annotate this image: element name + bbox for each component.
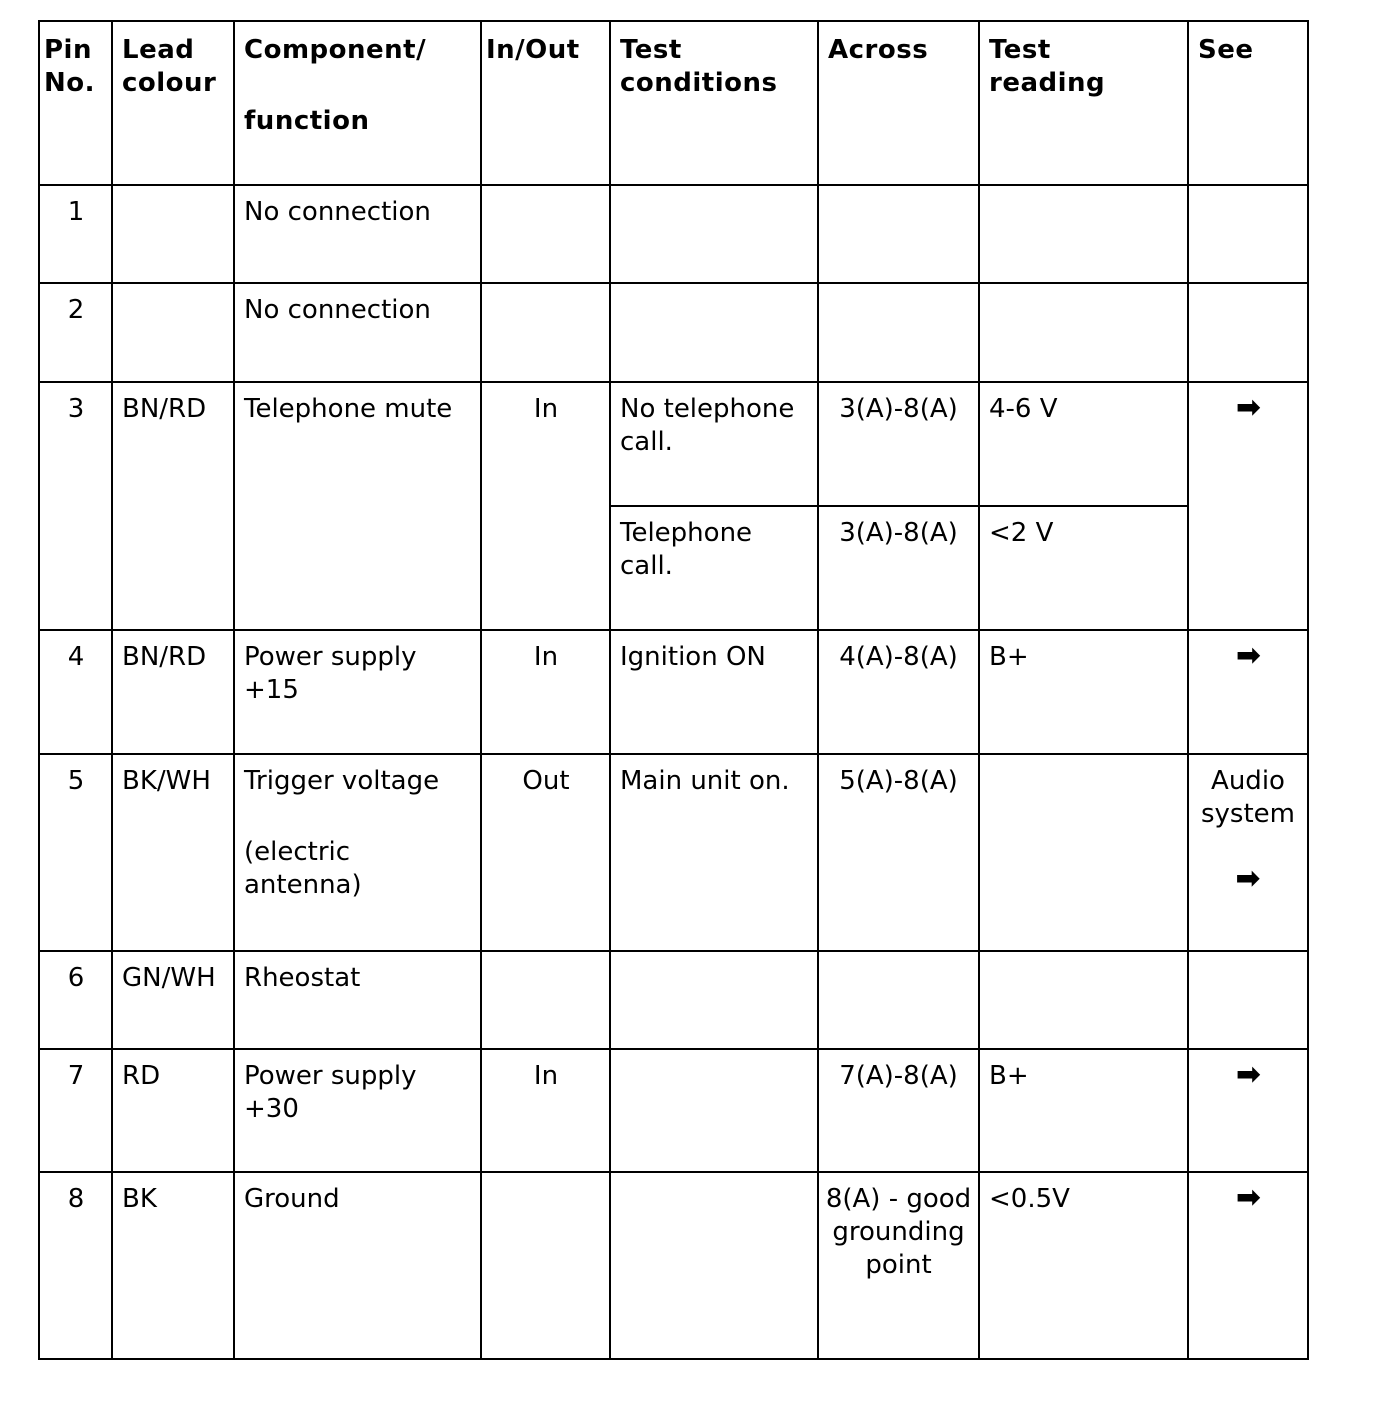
pin-number: 3 [39, 382, 112, 630]
test-conditions [610, 1172, 818, 1359]
pin-number: 7 [39, 1049, 112, 1172]
see [1188, 1049, 1308, 1172]
see [1188, 630, 1308, 754]
header-pin-no: Pin No. [39, 21, 112, 185]
test-reading: <0.5V [979, 1172, 1188, 1359]
lead-colour: RD [112, 1049, 234, 1172]
table-row [39, 1172, 1308, 1359]
header-see: See [1188, 21, 1308, 185]
test-conditions: Telephone call. [610, 506, 818, 630]
in-out [481, 185, 610, 283]
pin-number: 5 [39, 754, 112, 951]
see [1188, 951, 1308, 1049]
pin-number: 8 [39, 1172, 112, 1359]
lead-colour: BN/RD [112, 382, 234, 630]
test-conditions [610, 185, 818, 283]
test-conditions: Ignition ON [610, 630, 818, 754]
test-conditions: No telephone call. [610, 382, 818, 506]
component-function: No connection [234, 185, 481, 283]
test-reading [979, 754, 1188, 951]
in-out [481, 1172, 610, 1359]
in-out: Out [481, 754, 610, 951]
component-function: No connection [234, 283, 481, 382]
table-row [39, 951, 1308, 1049]
right-arrow-icon: ➡ [1235, 861, 1261, 896]
lead-colour: BN/RD [112, 630, 234, 754]
across: 5(A)-8(A) [818, 754, 979, 951]
see-reference: Audio system [1201, 766, 1295, 829]
table-row [39, 382, 1308, 506]
header-row [39, 21, 1308, 185]
test-reading: <2 V [979, 506, 1188, 630]
pin-number: 4 [39, 630, 112, 754]
test-conditions: Main unit on. [610, 754, 818, 951]
right-arrow-icon: ➡ [1235, 1057, 1262, 1092]
in-out [481, 283, 610, 382]
see [1188, 283, 1308, 382]
see [1188, 1172, 1308, 1359]
pin-number: 2 [39, 283, 112, 382]
component-function: Power supply +15 [234, 630, 481, 754]
component-function: Ground [234, 1172, 481, 1359]
across: 4(A)-8(A) [818, 630, 979, 754]
see [1188, 382, 1308, 630]
table-row [39, 630, 1308, 754]
header-test-reading: Test reading [979, 21, 1188, 185]
across: 8(A) - good grounding point [818, 1172, 979, 1359]
table-row [39, 283, 1308, 382]
across: 3(A)-8(A) [818, 506, 979, 630]
pin-number: 6 [39, 951, 112, 1049]
test-reading [979, 951, 1188, 1049]
component-function: Power supply +30 [234, 1049, 481, 1172]
test-reading [979, 185, 1188, 283]
component-function: Rheostat [234, 951, 481, 1049]
table-row [39, 754, 1308, 951]
component-function: Trigger voltage (electric antenna) [234, 754, 481, 951]
header-lead-colour: Lead colour [112, 21, 234, 185]
lead-colour [112, 283, 234, 382]
lead-colour: BK/WH [112, 754, 234, 951]
table-row [39, 185, 1308, 283]
in-out: In [481, 630, 610, 754]
test-reading [979, 283, 1188, 382]
header-across: Across [818, 21, 979, 185]
right-arrow-icon: ➡ [1235, 1180, 1262, 1215]
lead-colour: GN/WH [112, 951, 234, 1049]
test-reading: B+ [979, 1049, 1188, 1172]
right-arrow-icon: ➡ [1235, 390, 1262, 425]
pin-number: 1 [39, 185, 112, 283]
lead-colour: BK [112, 1172, 234, 1359]
across: 7(A)-8(A) [818, 1049, 979, 1172]
see [1188, 754, 1308, 951]
in-out: In [481, 382, 610, 630]
test-reading: B+ [979, 630, 1188, 754]
test-conditions [610, 1049, 818, 1172]
component-function: Telephone mute [234, 382, 481, 630]
test-reading: 4-6 V [979, 382, 1188, 506]
header-test-conditions: Test conditions [610, 21, 818, 185]
in-out [481, 951, 610, 1049]
header-in-out: In/Out [481, 21, 610, 185]
across [818, 283, 979, 382]
right-arrow-icon: ➡ [1235, 638, 1262, 673]
across: 3(A)-8(A) [818, 382, 979, 506]
lead-colour [112, 185, 234, 283]
table-row [39, 1049, 1308, 1172]
in-out: In [481, 1049, 610, 1172]
test-conditions [610, 283, 818, 382]
test-conditions [610, 951, 818, 1049]
header-component-function: Component/ function [234, 21, 481, 185]
see [1188, 185, 1308, 283]
across [818, 951, 979, 1049]
across [818, 185, 979, 283]
pin-assignment-table [38, 20, 1309, 1360]
